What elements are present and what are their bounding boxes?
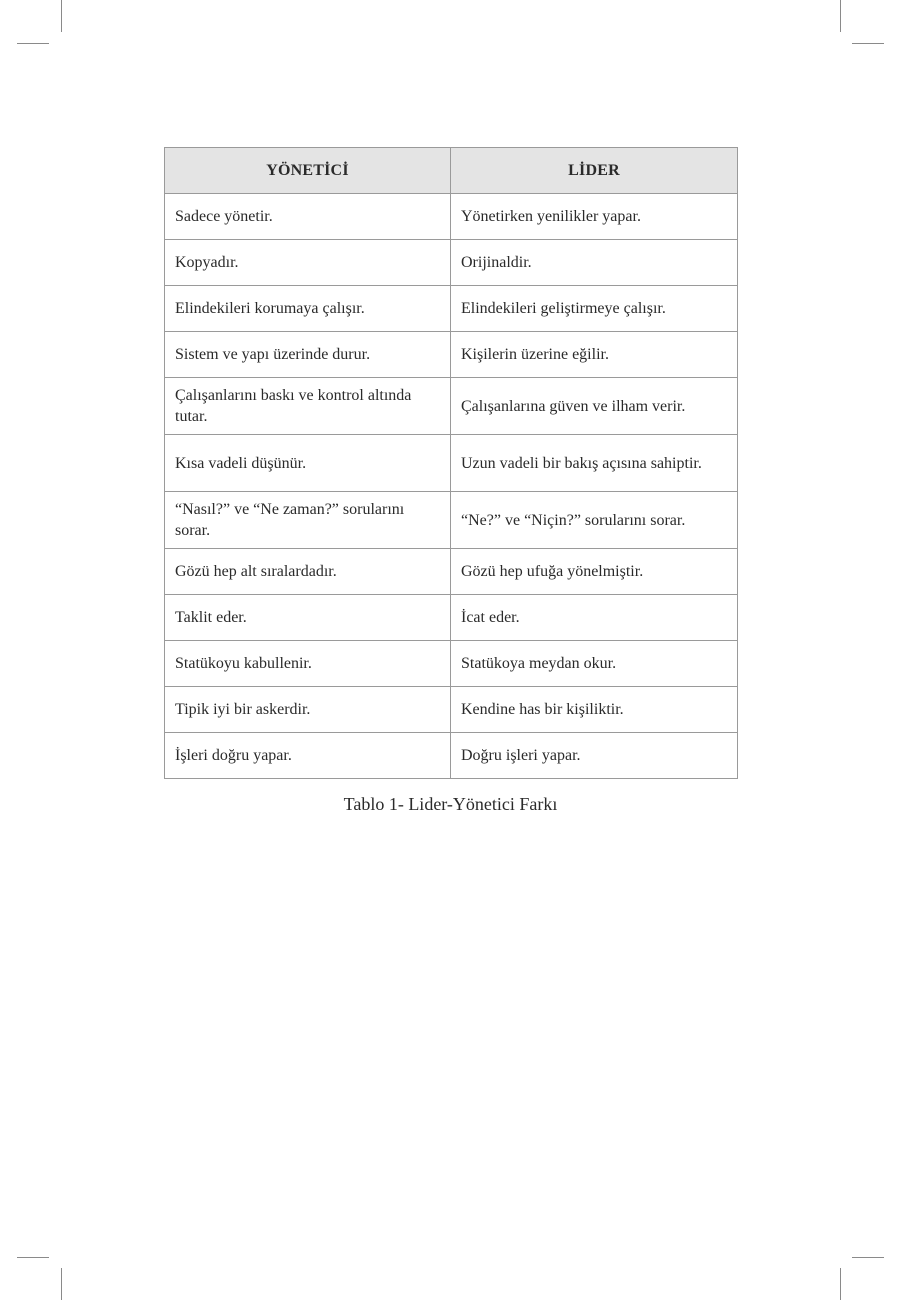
manager-cell: Kopyadır. [165,240,451,286]
table-row [165,435,738,492]
manager-cell: Gözü hep alt sıralardadır. [165,549,451,595]
table-row [165,286,738,332]
leader-cell: Gözü hep ufuğa yönelmiştir. [451,549,738,595]
table-row [165,641,738,687]
manager-cell: Kısa vadeli düşünür. [165,435,451,492]
manager-cell: İşleri doğru yapar. [165,733,451,779]
header-manager: YÖNETİCİ [165,148,451,194]
crop-mark [840,1268,841,1300]
crop-mark [61,0,62,32]
leader-cell: Çalışanlarına güven ve ilham verir. [451,378,738,435]
leader-cell: Kendine has bir kişiliktir. [451,687,738,733]
table-row [165,240,738,286]
leader-cell: Uzun vadeli bir bakış açısına sahiptir. [451,435,738,492]
crop-mark [17,43,49,44]
crop-mark [852,1257,884,1258]
manager-cell: “Nasıl?” ve “Ne zaman?” sorularını sorar. [165,492,451,549]
manager-cell: Çalışanlarını baskı ve kontrol altında tutar. [165,378,451,435]
leader-cell: Doğru işleri yapar. [451,733,738,779]
header-leader: LİDER [451,148,738,194]
table-row [165,687,738,733]
manager-cell: Statükoyu kabullenir. [165,641,451,687]
table-row [165,595,738,641]
manager-cell: Taklit eder. [165,595,451,641]
table-row [165,378,738,435]
table-row [165,549,738,595]
leader-cell: Statükoya meydan okur. [451,641,738,687]
manager-cell: Sadece yönetir. [165,194,451,240]
table-header-row [165,148,738,194]
manager-cell: Tipik iyi bir askerdir. [165,687,451,733]
manager-cell: Elindekileri korumaya çalışır. [165,286,451,332]
leader-cell: Elindekileri geliştirmeye çalışır. [451,286,738,332]
leader-cell: Orijinaldir. [451,240,738,286]
table-row [165,733,738,779]
table-row [165,194,738,240]
leader-cell: İcat eder. [451,595,738,641]
comparison-table-wrapper [164,147,737,779]
manager-cell: Sistem ve yapı üzerinde durur. [165,332,451,378]
leader-cell: “Ne?” ve “Niçin?” sorularını sorar. [451,492,738,549]
crop-mark [852,43,884,44]
table-row [165,492,738,549]
crop-mark [840,0,841,32]
table-caption: Tablo 1- Lider-Yönetici Farkı [343,794,558,814]
leader-cell: Kişilerin üzerine eğilir. [451,332,738,378]
crop-mark [17,1257,49,1258]
crop-mark [61,1268,62,1300]
leader-cell: Yönetirken yenilikler yapar. [451,194,738,240]
comparison-table [164,147,738,779]
table-row [165,332,738,378]
